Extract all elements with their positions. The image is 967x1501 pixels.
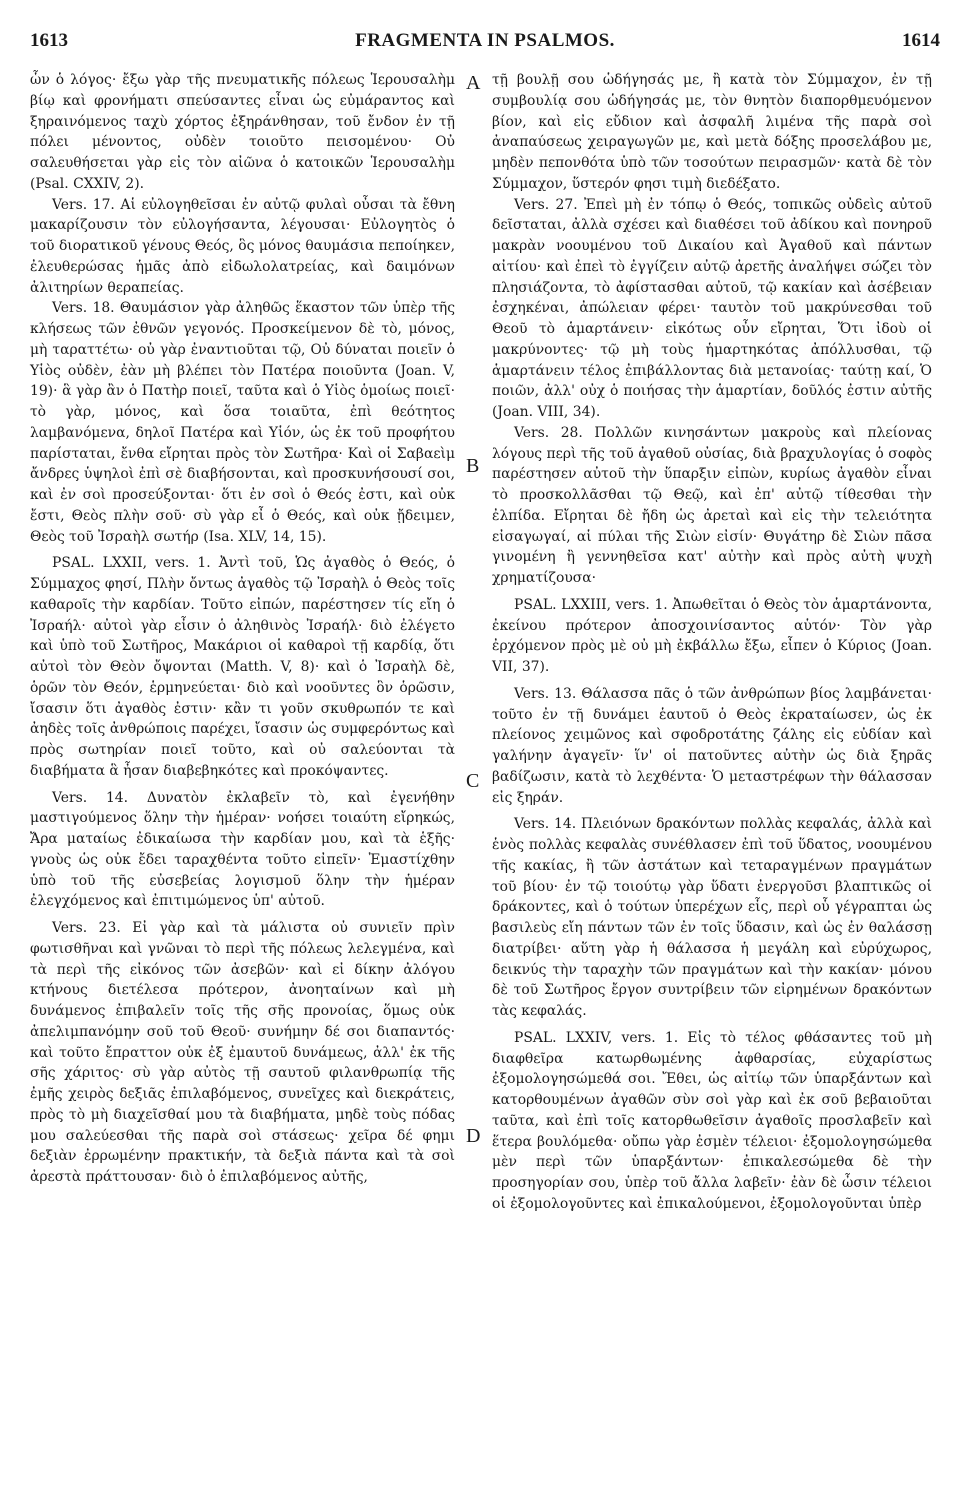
margin-letter-a: A xyxy=(466,72,481,94)
paragraph: τῇ βουλῇ σου ὡδήγησάς με, ἢ κατὰ τὸν Σύμμαχον, ἐν τῇ συμβουλίᾳ σου ὡδήγησάς με, τὸν θνητὸν διαπορθμευόμενον βίον, καὶ εἰς εὔδιον καὶ ἀσφαλῆ λιμένα τῆς παρὰ σοὶ ἀναπαύσεως χειραγωγῶν με, καὶ μετὰ δόξης προσελάβου με, μηδὲν πεπονθότα ὑπὸ τῶν τοσούτων πειρασμῶν· κατὰ δὲ τὸν Σύμμαχον, ὕστερόν φησι τιμὴ διεδέξατο. xyxy=(492,72,932,192)
margin-letter-c: C xyxy=(466,770,480,792)
margin-letter-d: D xyxy=(466,1125,481,1147)
right-column xyxy=(492,70,932,1215)
page-number-left: 1613 xyxy=(30,30,68,51)
paragraph: Vers. 14. Δυνατὸν ἐκλαβεῖν τὸ, καὶ ἐγενήθην μαστιγούμενος ὅλην τὴν ἡμέραν· νοήσει τοιαύτη εἴρηκώς, Ἄρα ματαίως ἐδικαίωσα τὴν καρδίαν μου, καὶ τὰ ἑξῆς· γνοὺς ὡς οὐκ ἔδει ταραχθέντα τοῦτο εἰπεῖν· Ἐμαστίχθην ὑπὸ τοῦ τῆς εὐσεβείας λογισμοῦ ὅλην τὴν ἡμέραν ἐλεγχόμενος καὶ ἐπιτιμώμενος ὑπ' αὐτοῦ. xyxy=(30,789,455,910)
running-title: FRAGMENTA IN PSALMOS. xyxy=(355,30,615,51)
paragraph: PSAL. LXXII, vers. 1. Ἀντὶ τοῦ, Ὡς ἀγαθὸς ὁ Θεός, ὁ Σύμμαχος φησί, Πλὴν ὄντως ἀγαθὸς τῷ Ἰσραὴλ ὁ Θεὸς τοῖς καθαροῖς τὴν καρδίαν. Τοῦτο εἰπών, παρέστησεν τίς εἴη ὁ Ἰσραήλ· αὐτοὶ γὰρ εἶσιν ὁ ἀληθινὸς Ἰσραήλ· διὸ ἐλέγετο καὶ ὑπὸ τοῦ Σωτῆρος, Μακάριοι οἱ καθαροὶ τῇ καρδίᾳ, ὅτι αὐτοὶ τὸν Θεὸν ὄψονται (Matth. V, 8)· καὶ ὁ Ἰσραὴλ δὲ, ὁρῶν τὸν Θεόν, ἑρμηνεύεται· διὸ καὶ νοοῦντες ὃν ὁρῶσιν, ἴσασιν ὅτι ἀγαθὸς ἐστιν· κἂν τι γοῦν σκυθρωπόν τε καὶ ἀηδὲς τοῖς ἀνθρώποις παρέχει, ἴσασιν ὡς συμφερόντως καὶ πρὸς σωτηρίαν ποιεῖ τοῦτο, καὶ οὐ σαλεύονται τὰ διαβήματα ἃ ἦσαν διαβεβηκότες καὶ προκόψαντες. xyxy=(30,555,455,779)
paragraph: Vers. 27. Ἐπεὶ μὴ ἐν τόπῳ ὁ Θεός, τοπικῶς οὐδεὶς αὐτοῦ δεῖσταται, ἀλλὰ σχέσει καὶ διαθέσει τοῦ ἀδίκου καὶ πονηροῦ μακρὰν νοουμένου τοῦ Δικαίου καὶ Ἀγαθοῦ καὶ πάντων αἰτίου· καὶ ἐπεὶ τὸ ἐγγίζειν αὐτῷ ἀρετῆς ἀναλήψει σώζει τὸν πλησιάζοντα, τὸ ἀφίστασθαι αὐτοῦ, τῷ κακίαν καὶ ἀσέβειαν ἐσχηκέναι, ἀπώλειαν φέρει· ταυτὸν τοῦ μακρύνεσθαι τοῦ Θεοῦ τὸ ἁμαρτάνειν· εἰκότως οὖν εἴρηται, Ὅτι ἰδοὺ οἱ μακρύνοντες· τῷ μὴ τοὺς ἡμαρτηκότας ἀπόλλυσθαι, τῷ ἁμαρτάνειν τέλος ἐπιβάλλοντας διὰ μετανοίας· ταύτῃ καί, Ὁ ποιῶν, ἀλλ' οὐχ ὁ ποιήσας τὴν ἁμαρτίαν, δοῦλός ἐστιν αὐτῆς (Joan. VIII, 34). xyxy=(492,196,932,420)
paragraph: PSAL. LXXIV, vers. 1. Εἰς τὸ τέλος φθάσαντες τοῦ μὴ διαφθεῖρα κατωρθωμένης ἀφθαρσίας, εὐχαρίστως ἐξομολογησώμεθά σοι. Ἔθει, ὡς αἰτίῳ τῶν ὑπαρξάντων καὶ κατορθουμένων ἀγαθῶν σὺν σοὶ γὰρ καὶ ἐκ σοῦ βεβαιοῦται ταῦτα, καὶ ἐπὶ τοῖς κατορθωθεῖσιν ἀγαθοῖς προσλαβεῖν καὶ ἕτερα βουλόμεθα· οὔπω γὰρ ἐσμὲν τέλειοι· ἐξομολογησώμεθα μὲν περὶ τῶν ὑπαρξάντων· ἐπικαλεσώμεθα δὲ τὴν προσηγορίαν σου, ὑπὲρ τοῦ ἄλλα λαβεῖν· ἐὰν δὲ ὦσιν τέλειοι οἱ ἐξομολογοῦντες καὶ ἐπικαλούμενοι, ἐξομολογοῦνται ὑπὲρ xyxy=(492,1029,932,1212)
paragraph: Vers. 28. Πολλῶν κινησάντων μακροὺς καὶ πλείονας λόγους περὶ τῆς τοῦ ἀγαθοῦ οὐσίας, διὰ βραχυλογίας ὁ σοφὸς παρέστησεν αὐτοῦ τὴν ὕπαρξιν εἰπὼν, κυρίως ἀγαθὸν εἶναι τὸ προσκολλᾶσθαι τῷ Θεῷ, καὶ ἐπ' αὐτῷ τίθεσθαι τὴν ἐλπίδα. Εἴρηται δὲ ἤδη ὡς ἀρεταὶ καὶ εἰς τὴν τελειότητα εἰσαγωγαί, αἱ πύλαι τῆς Σιὼν εἰσίν· Θυγάτηρ δὲ Σιὼν πᾶσα γινομένη ἢ γεννηθεῖσα κατ' αὐτὴν καὶ πρὸς αὐτὴ ψυχὴ χρηματίζουσα· xyxy=(492,424,932,586)
paragraph: Vers. 14. Πλειόνων δρακόντων πολλὰς κεφαλάς, ἀλλὰ καὶ ἑνὸς πολλὰς κεφαλὰς συνέθλασεν ἐπὶ τοῦ ὕδατος, νοουμένου τῆς κακίας, ἢ τῶν ἀστάτων καὶ τεταραγμένων πραγμάτων τοῦ βίου· ἐν τῷ τοιούτῳ γὰρ ὕδατι ἐνεργοῦσι βλαπτικῶς οἱ δράκοντες, καὶ ὁ τούτων ὑπερέχων εἷς, περὶ οὗ γέγραπται ὡς βασιλεὺς εἴη πάντων τῶν ἐν τοῖς ὕδασιν, καὶ ὡς ἐν θαλάσσῃ διατρίβει· αὕτη γὰρ ἡ θάλασσα ἡ μεγάλη καὶ εὐρύχωρος, δεικνύς τὴν ταραχὴν τῶν πραγμάτων καὶ τὴν κακίαν· μόνου δὲ τοῦ Σωτῆρος ἔργον συντρίβειν τῶν εἰρημένων δρακόντων τὰς κεφαλάς. xyxy=(492,816,932,1019)
paragraph: Vers. 23. Εἰ γὰρ καὶ τὰ μάλιστα οὐ συνιεῖν πρὶν φωτισθῆναι καὶ γνῶναι τὸ περὶ τῆς πόλεως λελεγμένα, καὶ τὰ περὶ τῆς εἰκόνος τῶν ἀσεβῶν· καὶ εἰ δίκην ἀλόγου κτήνους διετέλεσα πρότερον, ἀνοηταίνων καὶ μὴ δυνάμενος ἐπιβαλεῖν τοῖς τῆς σῆς προνοίας, ὅμως οὐκ ἀπελιμπανόμην σοῦ τοῦ Θεοῦ· συνήμην δέ σοι διαπαντός· καὶ τοῦτο ἔπραττον οὐκ ἐξ ἐμαυτοῦ δυνάμεως, ἀλλ' ἐκ τῆς σῆς χάριτος· σὺ γὰρ αὐτὸς τῇ σαυτοῦ φιλανθρωπίᾳ τῆς ἐμῆς χειρὸς δεξιᾶς ἐπιλαβόμενος, συνεῖχες καὶ διεκράτεις, πρὸς τὸ μὴ διαχεῖσθαί μου τὰ διαβήματα, μηδὲ τοὺς πόδας μου σαλεύεσθαι τῆς παρὰ σοὶ στάσεως· χεῖρα δέ φημι δεξιὰν ἐρρωμένην πρακτικήν, τὰ δεξιὰ πάντα καὶ τὰ σοὶ ἀρεστὰ πράττουσαν· διὸ ὁ ἐπιλαβόμενος αὐτῆς, xyxy=(30,920,455,1185)
paragraph: Vers. 13. Θάλασσα πᾶς ὁ τῶν ἀνθρώπων βίος λαμβάνεται· τοῦτο ἐν τῇ δυνάμει ἑαυτοῦ ὁ Θεὸς ἐκραταίωσεν, ὡς ἐκ πλείονος χειμῶνος καὶ σφοδροτάτης ζάλης εἰς εὐδίαν καὶ γαλήνην ἀγαγεῖν· ἵν' οἱ πατοῦντες αὐτὴν ὡς διὰ ξηρᾶς βαδίζωσιν, κατὰ τὸ λεχθέντα· Ὁ μεταστρέφων τὴν θάλασσαν εἰς ξηράν. xyxy=(492,685,932,806)
paragraph: Vers. 18. Θαυμάσιον γὰρ ἀληθῶς ἕκαστον τῶν ὑπὲρ τῆς κλήσεως τῶν ἐθνῶν γεγονός. Προσκείμενον δὲ τὸ, μόνος, μὴ ταραττέτω· οὐ γὰρ ἐναντιοῦται τῷ, Οὐ δύναται ποιεῖν ὁ Υἱὸς οὐδὲν, ἐὰν μὴ βλέπει τὸν Πατέρα ποιοῦντα (Joan. V, 19)· ἃ γὰρ ἂν ὁ Πατὴρ ποιεῖ, ταῦτα καὶ ὁ Υἱὸς ὁμοίως ποιεῖ· τὸ γὰρ, μόνος, καὶ ὅσα τοιαῦτα, ἐπὶ θεότητος λαμβανόμενα, δηλοῖ Πατέρα καὶ Υἱόν, ὡς ἐκ τοῦ προφήτου παρίσταται, ἔνθα εἴρηται πρὸς τὸν Σωτῆρα· Καὶ οἱ Σαβαεὶμ ἄνδρες ὑψηλοὶ ἐπὶ σὲ διαβήσονται, καὶ προσκυνήσουσί σοι, καὶ ἐν σοὶ προσεύξονται· ὅτι ἐν σοὶ ὁ Θεός ἐστι, καὶ οὐκ ἔστι, Θεὸς πλὴν σοῦ· σὺ γὰρ εἶ ὁ Θεός, καὶ οὐκ ᾔδειμεν, Θεὸς τοῦ Ἰσραὴλ σωτήρ (Isa. XLV, 14, 15). xyxy=(30,300,455,545)
margin-letter-b: B xyxy=(466,455,480,477)
page-number-right: 1614 xyxy=(902,30,940,51)
paragraph: Vers. 17. Αἱ εὐλογηθεῖσαι ἐν αὐτῷ φυλαὶ οὖσαι τὰ ἔθνη μακαρίζουσιν τὸν εὐλογήσαντα, λέγουσαι· Εὐλογητὸς ὁ τοῦ διορατικοῦ γένους Θεός, ὃς μόνος θαυμάσια πεποίηκεν, ἐλευθερώσας ἡμᾶς ἀπὸ εἰδωλολατρείας, καὶ δαιμόνων ἀλιτηρίων θεραπείας. xyxy=(30,196,455,296)
page-header xyxy=(30,30,940,54)
left-column xyxy=(30,70,455,1188)
paragraph: PSAL. LXXIII, vers. 1. Ἀπωθεῖται ὁ Θεὸς τὸν ἁμαρτάνοντα, ἐκείνου πρότερον ἀποσχοινίσαντος αὑτόν· Τὸν γὰρ ἐρχόμενον πρὸς μὲ οὐ μὴ ἐκβάλλω ἔξω, εἶπεν ὁ Κύριος (Joan. VII, 37). xyxy=(492,596,932,675)
paragraph: ὧν ὁ λόγος· ἔξω γὰρ τῆς πνευματικῆς πόλεως Ἱερουσαλὴμ βίῳ καὶ φρονήματι σπεύσαντες εἶναι ὡς εὐμάραντος καὶ ξηραινόμενος ταχὺ χόρτος ἐξηράνθησαν, τοῦ ἔνδον ἐν τῇ πόλει μένοντος, οὐδὲν τοιοῦτο πεισομένου· Οὐ σαλευθήσεται γὰρ εἰς τὸν αἰῶνα ὁ κατοικῶν Ἱερουσαλὴμ (Psal. CXXIV, 2). xyxy=(30,72,455,192)
